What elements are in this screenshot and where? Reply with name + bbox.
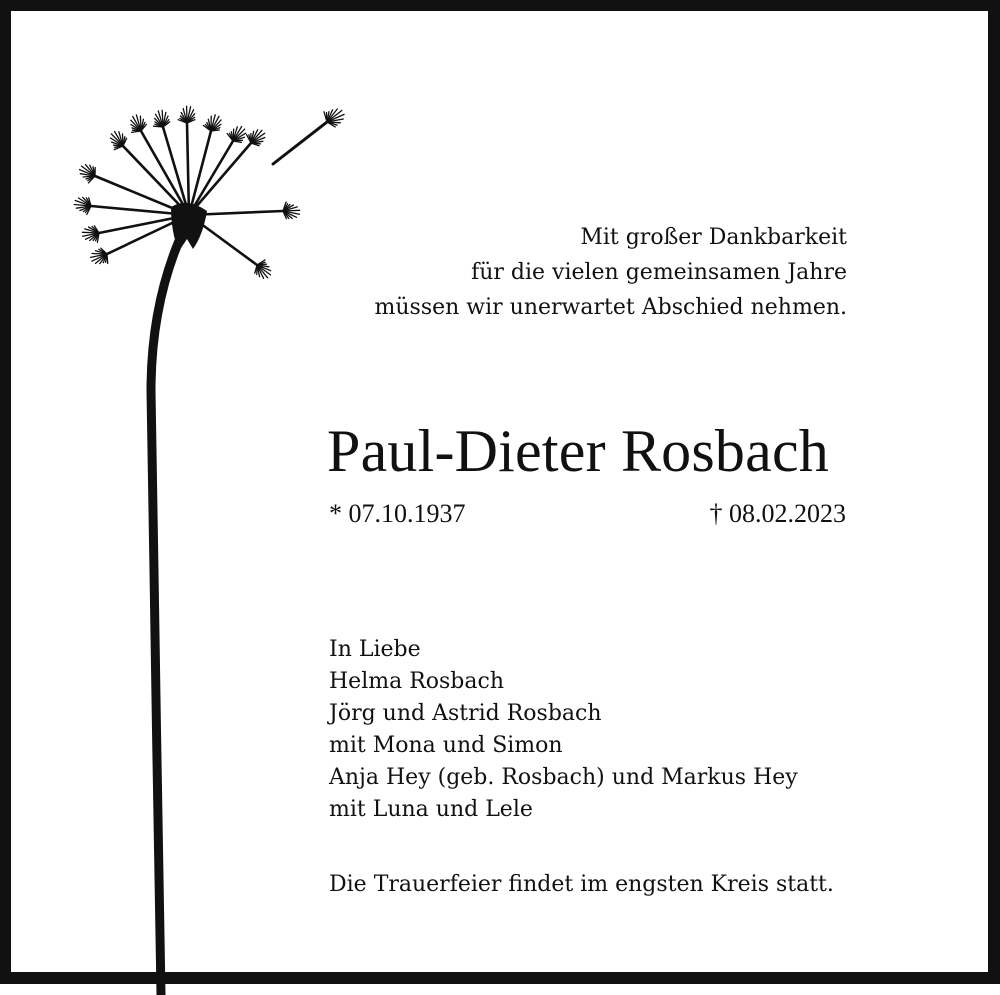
death-date: † 08.02.2023 xyxy=(710,497,847,531)
intro-line: müssen wir unerwartet Abschied nehmen. xyxy=(375,290,847,325)
mourner-line: mit Mona und Simon xyxy=(329,730,798,762)
mourner-line: Jörg und Astrid Rosbach xyxy=(329,698,798,730)
funeral-note: Die Trauerfeier findet im engsten Kreis statt. xyxy=(329,869,834,901)
mourner-line: In Liebe xyxy=(329,634,798,666)
mourners-list xyxy=(329,634,798,826)
intro-line: Mit großer Dankbarkeit xyxy=(375,220,847,255)
dandelion-icon xyxy=(11,11,371,995)
mourner-line: Helma Rosbach xyxy=(329,666,798,698)
deceased-name: Paul-Dieter Rosbach xyxy=(327,415,829,487)
intro-line: für die vielen gemeinsamen Jahre xyxy=(375,255,847,290)
mourner-line: mit Luna und Lele xyxy=(329,794,798,826)
birth-date: * 07.10.1937 xyxy=(329,497,466,531)
intro-text xyxy=(375,220,847,325)
mourner-line: Anja Hey (geb. Rosbach) und Markus Hey xyxy=(329,762,798,794)
